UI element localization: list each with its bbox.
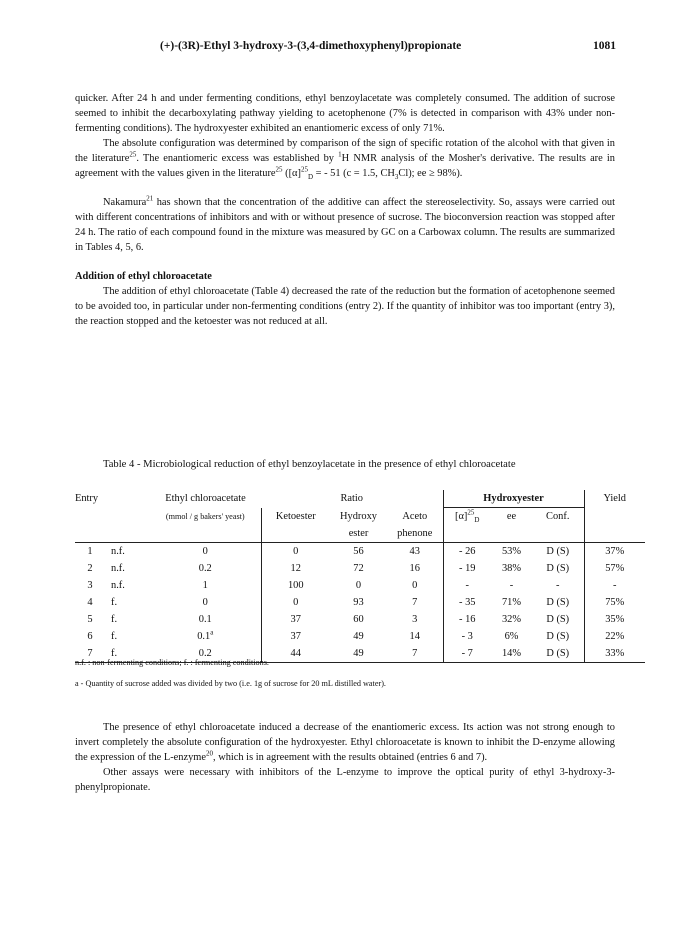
cell-ee: 38% bbox=[501, 563, 522, 574]
cell-condition: n.f. bbox=[111, 580, 125, 591]
cell-hydroxyester-ratio: 49 bbox=[330, 645, 387, 663]
paragraph-4: The addition of ethyl chloroacetate (Table 4) decreased the rate of the reduction but the formation of acetophenone seemed to be avoided too, in particular under non-fermenting conditions (entry 2). If the quantity of inhibitor was too important (entry 3), the reaction stopped and the ketoester was not reduced at all. bbox=[75, 286, 615, 327]
cell-acetophenone: 14 bbox=[409, 631, 420, 642]
cell-chloroacetate: 0.1 bbox=[198, 614, 212, 625]
cell-rotation: - bbox=[443, 577, 491, 594]
header-entry: Entry bbox=[75, 493, 99, 505]
cell-hydroxyester-ratio: 56 bbox=[353, 546, 364, 557]
cell-yield: - bbox=[584, 577, 645, 594]
cell-ee: 32% bbox=[501, 614, 522, 625]
cell-acetophenone: 7 bbox=[387, 645, 443, 663]
cell-hydroxyester-ratio: 60 bbox=[353, 614, 364, 625]
paragraph-1: quicker. After 24 h and under fermenting conditions, ethyl benzoylacetate was completely consumed. The addition of sucrose seemed to inhibit the decarboxylating pathway yielding to acetophenone (7% is detected in comparison with 43% under non-fermenting conditions). The hydroxyester exhibited an enantiomeric excess of only 71%. bbox=[75, 93, 615, 134]
cell-rotation: - 19 bbox=[443, 560, 491, 577]
header-conf: Conf. bbox=[546, 511, 570, 522]
cell-rotation: - 16 bbox=[443, 611, 491, 628]
table-row bbox=[75, 560, 645, 577]
body-text-upper bbox=[75, 91, 615, 329]
cell-acetophenone: 3 bbox=[412, 614, 418, 625]
header-chloro-units: (mmol / g bakers' yeast) bbox=[165, 511, 245, 521]
cell-configuration: D (S) bbox=[546, 546, 570, 557]
header-alpha: $[\alpha]^{25}_D$ bbox=[443, 508, 491, 526]
cell-ee: 53% bbox=[501, 546, 522, 557]
cell-ketoester: 44 bbox=[261, 645, 330, 663]
cell-condition: f. bbox=[111, 631, 118, 642]
cell-acetophenone: 7 bbox=[412, 597, 418, 608]
cell-rotation: - 26 bbox=[443, 543, 491, 561]
header-hydroxyester: Hydroxyester bbox=[443, 490, 584, 508]
cell-entry: 7 bbox=[75, 645, 105, 663]
cell-condition: n.f. bbox=[111, 563, 125, 574]
table-footnote-2: a - Quantity of sucrose added was divided by two (i.e. 1g of sucrose for 20 mL distilled water). bbox=[75, 679, 386, 688]
cell-yield: 35% bbox=[584, 611, 645, 628]
paragraph-2: The absolute configuration was determined by comparison of the sign of specific rotation of the alcohol with that given in the literature$^{25}$. The enantiomeric excess was established by $^1$H NMR analysis of the Mosher's derivative. The results are in agreement with the values given in the literature$^{25}$ ($[\alpha]^{25}_D$ = - 51 (c = 1.5, $CH_3Cl$); ee ≥ 98%). bbox=[75, 138, 615, 182]
cell-hydroxyester-ratio: 72 bbox=[353, 563, 364, 574]
cell-entry: 4 bbox=[87, 597, 93, 608]
cell-entry: 6 bbox=[87, 631, 93, 642]
table-row bbox=[75, 611, 645, 628]
cell-ee: - bbox=[509, 580, 514, 591]
cell-configuration: D (S) bbox=[546, 597, 570, 608]
table-header-row-1 bbox=[75, 490, 645, 508]
cell-ee: 71% bbox=[501, 597, 522, 608]
cell-acetophenone: 0 bbox=[412, 580, 418, 591]
cell-condition: f. bbox=[111, 597, 118, 608]
cell-chloroacetate: 0.1$^a$ bbox=[197, 628, 214, 642]
cell-ketoester: 37 bbox=[261, 611, 330, 628]
cell-configuration: D (S) bbox=[546, 614, 570, 625]
cell-yield: 33% bbox=[584, 645, 645, 663]
cell-rotation: - 7 bbox=[443, 645, 491, 663]
cell-chloroacetate: 0 bbox=[202, 546, 208, 557]
header-yield: Yield bbox=[584, 490, 645, 508]
cell-yield: 57% bbox=[584, 560, 645, 577]
header-ee: ee bbox=[506, 511, 517, 522]
cell-ketoester: 0 bbox=[261, 543, 330, 561]
cell-acetophenone: 43 bbox=[409, 546, 420, 557]
header-hydroxy: Hydroxy bbox=[340, 510, 377, 522]
cell-rotation: - 35 bbox=[443, 594, 491, 611]
header-chloro: Ethyl chloroacetate bbox=[165, 493, 246, 505]
cell-condition: n.f. bbox=[111, 546, 125, 557]
cell-hydroxyester-ratio: 49 bbox=[353, 631, 364, 642]
cell-configuration: D (S) bbox=[532, 645, 584, 663]
cell-rotation: - 3 bbox=[443, 628, 491, 645]
table-row bbox=[75, 594, 645, 611]
cell-yield: 37% bbox=[584, 543, 645, 561]
results-table bbox=[75, 490, 645, 663]
cell-acetophenone: 16 bbox=[409, 563, 420, 574]
cell-ketoester: 37 bbox=[261, 628, 330, 645]
cell-condition: f. bbox=[105, 645, 150, 663]
cell-chloroacetate: 0.2 bbox=[198, 563, 212, 574]
cell-hydroxyester-ratio: 0 bbox=[355, 580, 362, 591]
cell-ketoester: 12 bbox=[261, 560, 330, 577]
paragraph-3: Nakamura$^{21}$ has shown that the concentration of the additive can affect the stereoselectivity. So, assays were carried out with different concentrations of inhibitors and with or without presence of sucrose. The bioconversion reaction was stopped after 24 h. The ratio of each compound found in the mixture was measured by GC on a Carbowax column. The results are summarized in Tables 4, 5, 6. bbox=[75, 194, 615, 253]
cell-ee: 14% bbox=[491, 645, 532, 663]
table-header-row-3 bbox=[75, 525, 645, 543]
cell-configuration: D (S) bbox=[546, 563, 570, 574]
cell-entry: 3 bbox=[87, 580, 93, 591]
cell-yield: 22% bbox=[584, 628, 645, 645]
cell-ketoester: 100 bbox=[261, 577, 330, 594]
paragraph-6: Other assays were necessary with inhibitors of the L-enzyme to improve the optical purity of ethyl 3-hydroxy-3-phenylpropionate. bbox=[75, 767, 615, 793]
header-ester: ester bbox=[330, 525, 387, 543]
cell-ee: 6% bbox=[504, 631, 519, 642]
table-caption: Table 4 - Microbiological reduction of ethyl benzoylacetate in the presence of ethyl chloroacetate bbox=[103, 459, 516, 470]
cell-configuration: - bbox=[556, 580, 560, 591]
cell-chloroacetate: 0.2 bbox=[150, 645, 261, 663]
cell-configuration: D (S) bbox=[546, 631, 570, 642]
table-body bbox=[75, 543, 645, 663]
section-heading: Addition of ethyl chloroacetate bbox=[75, 271, 212, 282]
cell-entry: 1 bbox=[87, 546, 93, 557]
header-phenone: phenone bbox=[387, 525, 443, 543]
paragraph-5: The presence of ethyl chloroacetate induced a decrease of the enantiomeric excess. Its action was not strong enough to invert completely the absolute configuration of the hydroxyester. Ethyl chloroacetate is known to inhibit the D-enzyme allowing the expression of the L-enzyme$^{20}$, which is in agreement with the results obtained (entries 6 and 7). bbox=[75, 722, 615, 763]
header-ratio: Ratio bbox=[340, 493, 363, 505]
cell-entry: 2 bbox=[87, 563, 93, 574]
table-footnote-1: n.f. : non-fermenting conditions; f. : fermenting conditions. bbox=[75, 658, 269, 667]
table-row bbox=[75, 628, 645, 645]
body-text-lower bbox=[75, 720, 615, 795]
table-row bbox=[75, 577, 645, 594]
cell-hydroxyester-ratio: 93 bbox=[353, 597, 364, 608]
cell-entry: 5 bbox=[87, 614, 93, 625]
page-number: 1081 bbox=[593, 40, 616, 52]
header-ketoester: Ketoester bbox=[261, 508, 330, 526]
running-title: (+)-(3R)-Ethyl 3-hydroxy-3-(3,4-dimethoxyphenyl)propionate bbox=[160, 40, 462, 52]
header-aceto: Aceto bbox=[402, 510, 428, 522]
cell-yield: 75% bbox=[584, 594, 645, 611]
cell-chloroacetate: 0 bbox=[202, 597, 208, 608]
cell-ketoester: 0 bbox=[261, 594, 330, 611]
cell-condition: f. bbox=[111, 614, 118, 625]
table-row bbox=[75, 543, 645, 561]
table-header-row-2 bbox=[75, 508, 645, 526]
cell-chloroacetate: 1 bbox=[202, 580, 208, 591]
